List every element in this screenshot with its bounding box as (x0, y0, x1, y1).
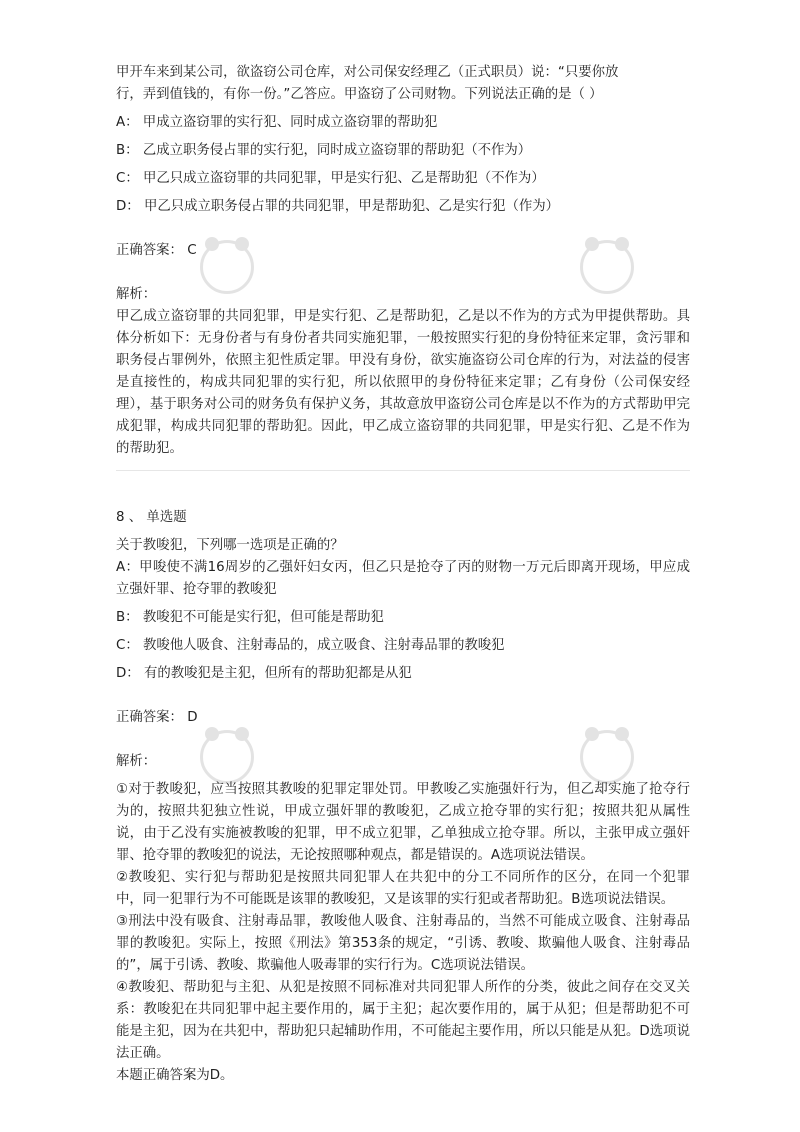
option-d: D： 甲乙只成立职务侵占罪的共同犯罪，甲是帮助犯、乙是实行犯（作为） (116, 199, 560, 214)
option-d: D： 有的教唆犯是主犯，但所有的帮助犯都是从犯 (116, 666, 412, 681)
analysis-text: 甲乙成立盗窃罪的共同犯罪，甲是实行犯、乙是帮助犯，乙是以不作为的方式为甲提供帮助。具体分析如下：无身份者与有身份者共同实施犯罪，一般按照实行犯的身份特征来定罪，贪污罪和职务侵占罪例外，依照主犯性质定罪。甲没有身份，欲实施盗窃公司仓库的行为，对法益的侵害是直接性的，构成共同犯罪的实行犯，所以依照甲的身份特征来定罪；乙有身份（公司保安经理），基于职务对公司的财务负有保护义务，其故意放甲盗窃公司仓库是以不作为的方式帮助甲完成犯罪，构成共同犯罪的帮助犯。因此，甲乙成立盗窃罪的共同犯罪，甲是实行犯、乙是不作为的帮助犯。 (116, 309, 690, 456)
analysis-point-1: ①对于教唆犯，应当按照其教唆的犯罪定罪处罚。甲教唆乙实施强奸行为，但乙却实施了抢夺行为的，按照共犯独立性说，甲成立强奸罪的教唆犯，乙成立抢夺罪的实行犯；按照共犯从属性说，由于乙没有实施被教唆的犯罪，甲不成立犯罪，乙单独成立抢夺罪。所以，主张甲成立强奸罪、抢夺罪的教唆犯的说法，无论按照哪种观点，都是错误的。A选项说法错误。 (116, 782, 690, 863)
analysis-label: 解析： (116, 287, 157, 302)
final-answer: 本题正确答案为D。 (116, 1068, 234, 1083)
option-c: C： 教唆他人吸食、注射毒品的，成立吸食、注射毒品罪的教唆犯 (116, 638, 505, 653)
question-stem: 甲开车来到某公司，欲盗窃公司仓库，对公司保安经理乙（正式职员）说：“只要你放 (116, 65, 619, 80)
analysis-point-3: ③刑法中没有吸食、注射毒品罪，教唆他人吸食、注射毒品的，当然不可能成立吸食、注射毒品罪的教唆犯。实际上，按照《刑法》第353条的规定，“引诱、教唆、欺骗他人吸食、注射毒品的”，属于引诱、教唆、欺骗他人吸毒罪的实行行为。C选项说法错误。 (116, 914, 690, 973)
analysis-point-4: ④教唆犯、帮助犯与主犯、从犯是按照不同标准对共同犯罪人所作的分类，彼此之间存在交叉关系：教唆犯在共同犯罪中起主要作用的，属于主犯；起次要作用的，属于从犯；但是帮助犯不可能是主犯，因为在共犯中，帮助犯只起辅助作用，不可能起主要作用，所以只能是从犯。D选项说法正确。 (116, 980, 690, 1061)
option-c: C： 甲乙只成立盗窃罪的共同犯罪，甲是实行犯、乙是帮助犯（不作为） (116, 171, 545, 186)
question-stem: 关于教唆犯，下列哪一选项是正确的？ (116, 538, 344, 553)
option-a: A： 甲成立盗窃罪的实行犯、同时成立盗窃罪的帮助犯 (116, 115, 438, 130)
option-b: B： 乙成立职务侵占罪的实行犯，同时成立盗窃罪的帮助犯（不作为） (116, 143, 532, 158)
section-divider (116, 470, 690, 471)
option-a: A：甲唆使不满16周岁的乙强奸妇女丙，但乙只是抢夺了丙的财物一万元后即离开现场，甲应成立强奸罪、抢夺罪的教唆犯 (116, 560, 690, 597)
analysis-point-2: ②教唆犯、实行犯与帮助犯是按照共同犯罪人在共犯中的分工不同所作的区分，在同一个犯罪中，同一犯罪行为不可能既是该罪的教唆犯，又是该罪的实行犯或者帮助犯。B选项说法错误。 (116, 870, 690, 907)
analysis-label: 解析： (116, 754, 157, 769)
correct-answer: 正确答案： C (116, 243, 197, 258)
correct-answer: 正确答案： D (116, 710, 198, 725)
option-b: B： 教唆犯不可能是实行犯，但可能是帮助犯 (116, 610, 384, 625)
document-page (116, 62, 690, 1087)
question-stem: 行，弄到值钱的，有你一份。”乙答应。甲盗窃了公司财物。下列说法正确的是（ ） (116, 87, 603, 102)
question-header: 8 、 单选题 (116, 510, 187, 525)
